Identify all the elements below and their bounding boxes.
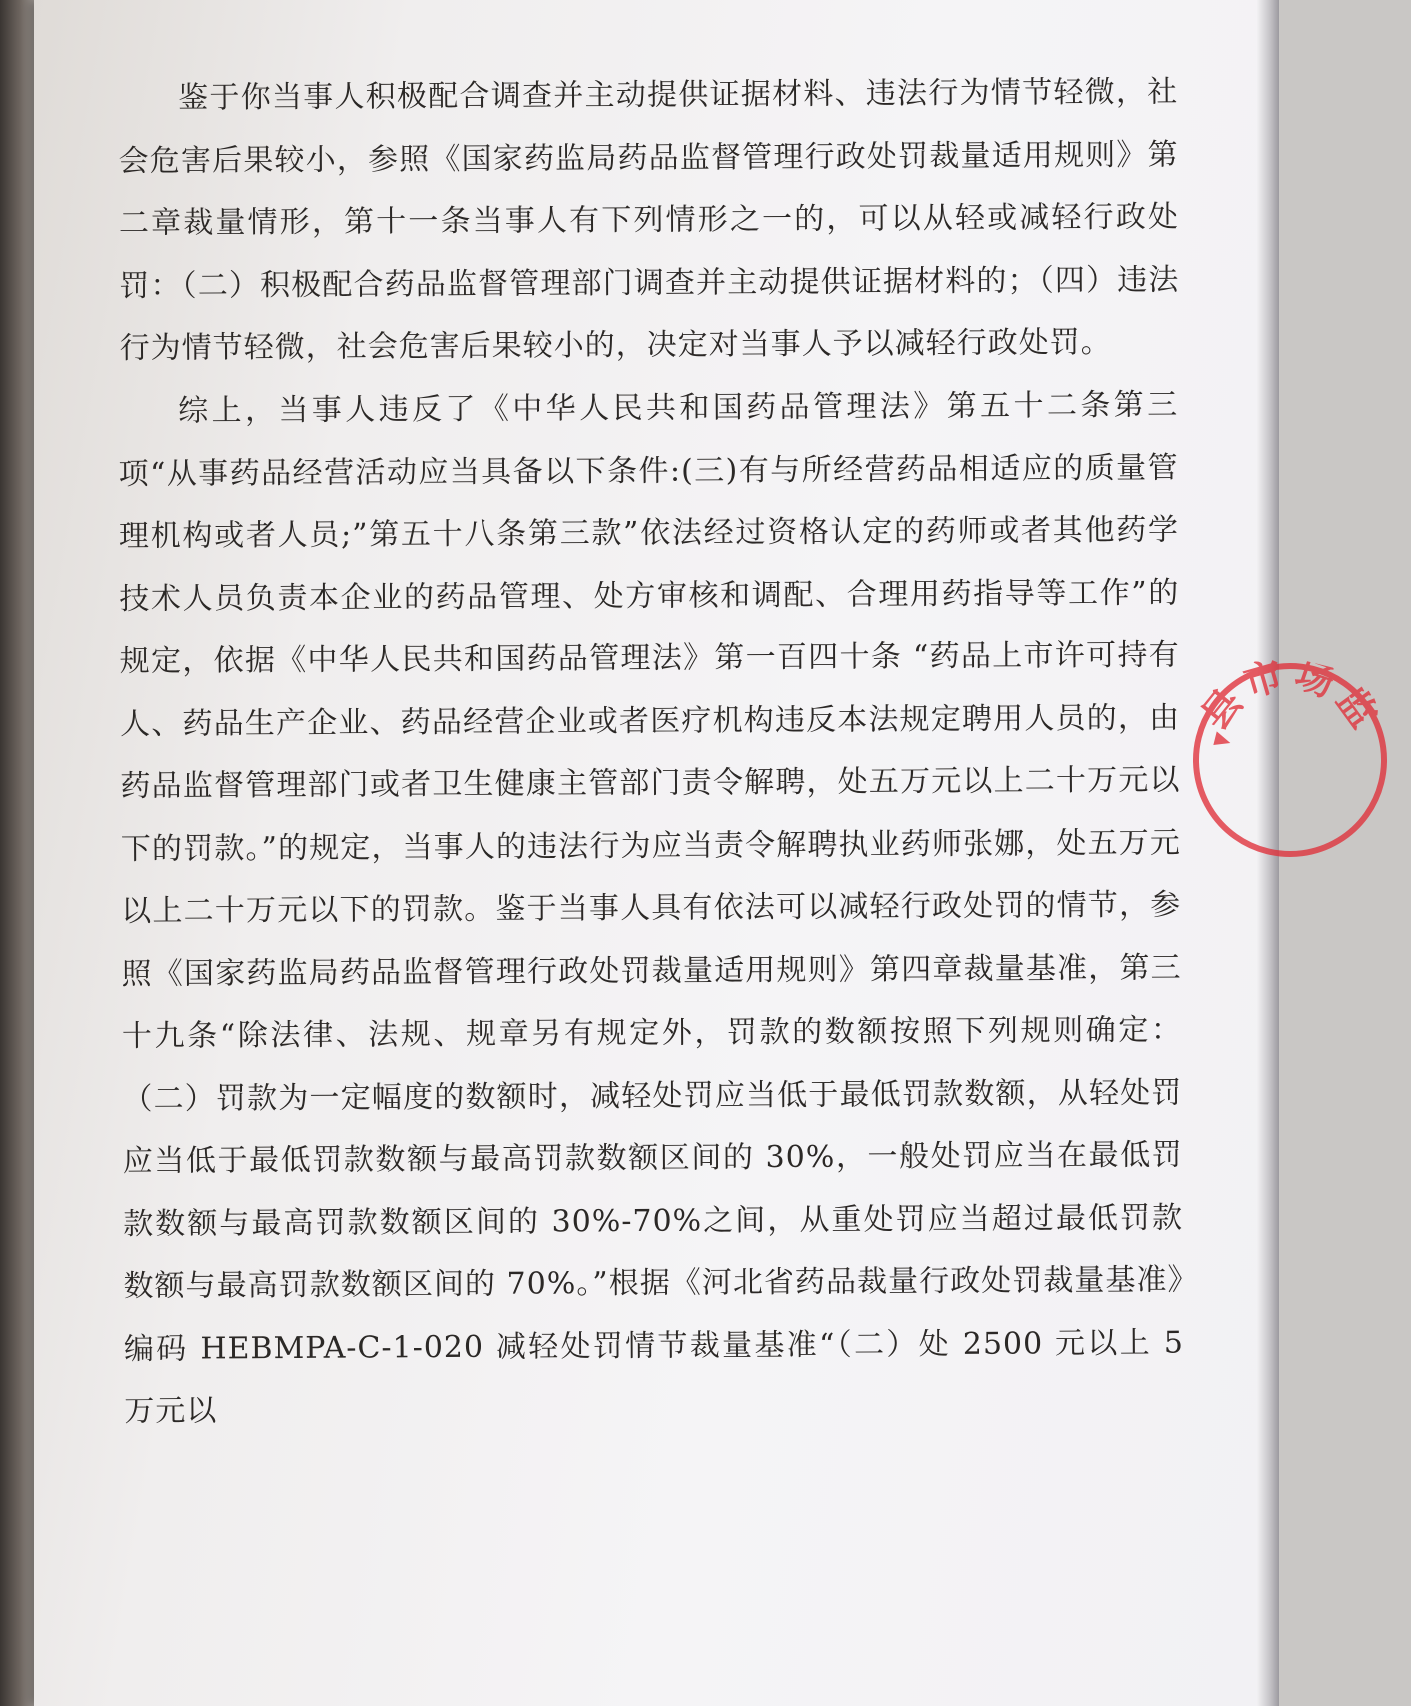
- document-page: [34, 0, 1259, 1706]
- paragraph-mitigation: 鉴于你当事人积极配合调查并主动提供证据材料、违法行为情节轻微，社会危害后果较小，参照《国家药监局药品监督管理行政处罚裁量适用规则》第二章裁量情形，第十一条当事人有下列情形之一的，可以从轻或减轻行政处罚：（二）积极配合药品监督管理部门调查并主动提供证据材料的；（四）违法行为情节轻微，社会危害后果较小的，决定对当事人予以减轻行政处罚。: [118, 74, 1180, 366]
- svg-text:县市场监: 县市场监: [1192, 651, 1390, 741]
- body-text: [118, 68, 1185, 1443]
- paragraph-conclusion: 综上，当事人违反了《中华人民共和国药品管理法》第五十二条第三项“从事药品经营活动应当具备以下条件:(三)有与所经营药品相适应的质量管理机构或者人员;”第五十八条第三款”依法经过资格认定的药师或者其他药学技术人员负责本企业的药品管理、处方审核和调配、合理用药指导等工作”的规定，依据《中华人民共和国药品管理法》第一百四十条 “药品上市许可持有人、药品生产企业、药品经营企业或者医疗机构违反本法规定聘用人员的，由药品监督管理部门或者卫生健康主管部门责令解聘，处五万元以上二十万元以下的罚款。”的规定，当事人的违法行为应当责令解聘执业药师张娜，处五万元以上二十万元以下的罚款。鉴于当事人具有依法可以减轻行政处罚的情节，参照《国家药监局药品监督管理行政处罚裁量适用规则》第四章裁量基准，第三十九条“除法律、法规、规章另有规定外，罚款的数额按照下列规则确定：（二）罚款为一定幅度的数额时，减轻处罚应当低于最低罚款数额，从轻处罚应当低于最低罚款数额与最高罚款数额区间的 30%，一般处罚应当在最低罚款数额与最高罚款数额区间的 30%-70%之间，从重处罚应当超过最低罚款数额与最高罚款数额区间的 70%。”根据《河北省药品裁量行政处罚裁量基准》编码 HEBMPA-C-1-020 减轻处罚情节裁量基准“（二）处 2500 元以上 5 万元以: [118, 387, 1185, 1429]
